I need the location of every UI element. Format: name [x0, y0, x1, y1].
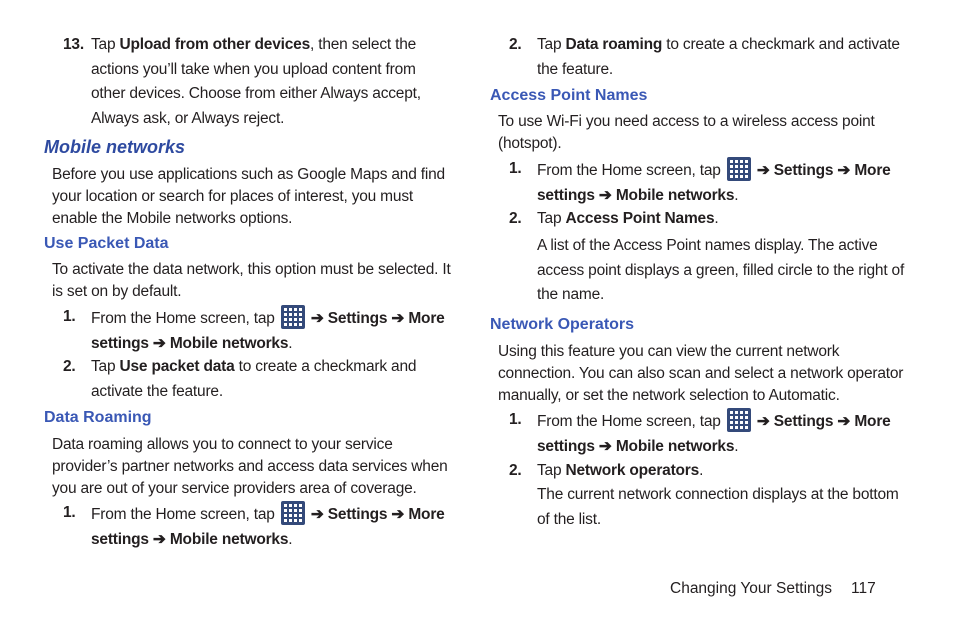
settings-label: Settings — [773, 162, 834, 179]
more-settings-label: More settings — [537, 413, 891, 455]
access-point-names-heading: Access Point Names — [490, 87, 648, 104]
apps-grid-icon — [281, 305, 305, 329]
access-point-names-note-wrap — [490, 234, 910, 308]
use-packet-data-step-1: 1. From the Home screen, tap ➔ Settings ➔ More settings ➔ Mobile networks. — [44, 305, 454, 356]
network-operators-note: The current network connection displays at the bottom of the list. — [537, 486, 899, 528]
step-number: 13. — [63, 36, 84, 53]
mobile-networks-intro: Before you use applications such as Google Maps and find your location or search for places of interest, you must enable the Mobile networks options. — [52, 166, 445, 227]
access-point-names-label: Access Point Names — [565, 210, 715, 227]
apps-grid-icon — [281, 501, 305, 525]
page-number: 117 — [851, 580, 876, 597]
use-packet-data-step-2: 2. Tap Use packet data to create a checkmark and activate the feature. — [44, 355, 454, 404]
use-packet-data-label: Use packet data — [119, 358, 235, 375]
access-point-names-step-2: 2. Tap Access Point Names. — [490, 207, 910, 232]
step-number: 1. — [509, 411, 522, 428]
step-number: 2. — [509, 462, 522, 479]
mobile-networks-label: Mobile networks — [169, 530, 289, 548]
mobile-networks-intro-wrap — [44, 164, 454, 230]
use-packet-data-heading: Use Packet Data — [44, 235, 169, 252]
network-operators-note-wrap — [490, 483, 910, 532]
step-number: 2. — [509, 36, 522, 53]
data-roaming-intro-wrap — [44, 434, 454, 500]
mobile-networks-label: Mobile networks — [615, 437, 735, 455]
use-packet-data-intro-wrap — [44, 259, 454, 303]
step-13: 13. Tap Upload from other devices, then select the actions you’ll take when you upload content from other devices. Choose from either Always accept, Always ask, or Always reject. — [44, 33, 454, 131]
more-settings-label: More settings — [91, 506, 445, 548]
network-operators-heading: Network Operators — [490, 316, 635, 333]
access-point-names-step-1: 1. From the Home screen, tap ➔ Settings ➔ More settings ➔ Mobile networks. — [490, 157, 910, 208]
network-operators-section — [490, 314, 910, 336]
use-packet-data-intro: To activate the data network, this option must be selected. It is set on by default. — [52, 261, 451, 300]
apps-grid-icon — [727, 408, 751, 432]
mobile-networks-heading: Mobile networks — [44, 137, 186, 157]
access-point-names-intro-wrap — [490, 111, 910, 155]
data-roaming-step-2: 2. Tap Data roaming to create a checkmark and activate the feature. — [490, 33, 910, 82]
settings-label: Settings — [327, 310, 388, 327]
settings-label: Settings — [773, 413, 834, 430]
network-operators-step-1: 1. From the Home screen, tap ➔ Settings ➔ More settings ➔ Mobile networks. — [490, 408, 910, 459]
data-roaming-label: Data roaming — [565, 36, 663, 53]
use-packet-data-section — [44, 233, 454, 255]
network-operators-intro-wrap — [490, 341, 910, 407]
upload-from-other-devices-label: Upload from other devices — [119, 36, 311, 53]
mobile-networks-section — [44, 135, 454, 159]
access-point-names-section — [490, 85, 910, 107]
access-point-names-note: A list of the Access Point names display. The active access point displays a green, filled circle to the right of the name. — [537, 237, 905, 303]
step-number: 1. — [63, 308, 76, 325]
step-number: 2. — [509, 210, 522, 227]
data-roaming-section — [44, 407, 454, 429]
data-roaming-heading: Data Roaming — [44, 409, 152, 426]
apps-grid-icon — [727, 157, 751, 181]
mobile-networks-label: Mobile networks — [615, 186, 735, 204]
data-roaming-step-1: 1. From the Home screen, tap ➔ Settings ➔ More settings ➔ Mobile networks. — [44, 501, 454, 552]
network-operators-intro: Using this feature you can view the current network connection. You can also scan and select a network operator manually, or set the network selection to Automatic. — [498, 343, 904, 404]
step-number: 2. — [63, 358, 76, 375]
access-point-names-intro: To use Wi-Fi you need access to a wireless access point (hotspot). — [498, 113, 875, 152]
more-settings-label: More settings — [537, 162, 891, 204]
step-number: 1. — [509, 160, 522, 177]
settings-label: Settings — [327, 506, 388, 523]
data-roaming-intro: Data roaming allows you to connect to your service provider’s partner networks and access data services when you are out of your service providers area of coverage. — [52, 436, 448, 497]
step-number: 1. — [63, 504, 76, 521]
more-settings-label: More settings — [91, 310, 445, 352]
footer-section-title: Changing Your Settings — [670, 580, 833, 597]
network-operators-label: Network operators — [565, 462, 700, 479]
mobile-networks-label: Mobile networks — [169, 334, 289, 352]
network-operators-step-2: 2. Tap Network operators. — [490, 459, 910, 484]
